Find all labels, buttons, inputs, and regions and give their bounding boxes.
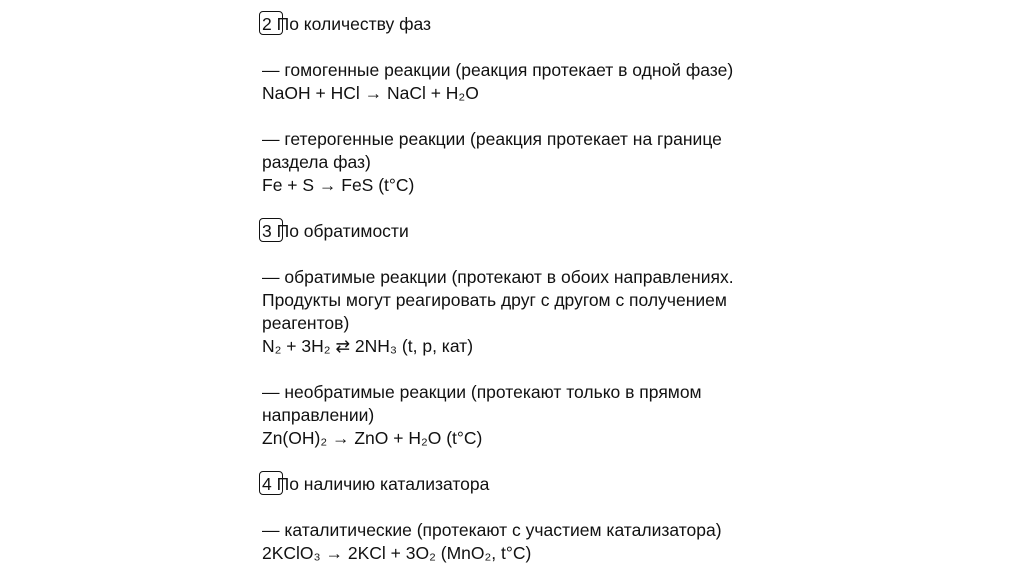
homogeneous-text: — гомогенные реакции (реакция протекает в одной фазе) [262, 60, 734, 80]
irreversible-example: Zn(OH)₂ → ZnO + H₂O (t°C) [262, 428, 483, 448]
section-number-box: 2 [262, 14, 272, 34]
document-body [262, 13, 962, 565]
section-heading-phases [262, 13, 962, 36]
heterogeneous-text-1: — гетерогенные реакции (реакция протекает на границе [262, 129, 722, 149]
section-heading-catalyst [262, 473, 962, 496]
reversible-text-3: реагентов) [262, 313, 350, 333]
section-title: По обратимости [276, 221, 409, 241]
irreversible-text-1: — необратимые реакции (протекают только в прямом [262, 382, 702, 402]
homogeneous-example: NaOH + HCl → NaCl + H₂O [262, 83, 479, 103]
irreversible-text-2: направлении) [262, 405, 375, 425]
heterogeneous-example: Fe + S → FeS (t°C) [262, 175, 415, 195]
section-number-box: 3 [262, 221, 272, 241]
section-title: По количеству фаз [276, 14, 432, 34]
reversible-text-2: Продукты могут реагировать друг с другом с получением [262, 290, 727, 310]
heterogeneous-text-2: раздела фаз) [262, 152, 371, 172]
section-number-box: 4 [262, 474, 272, 494]
reversible-text-1: — обратимые реакции (протекают в обоих направлениях. [262, 267, 734, 287]
section-heading-reversibility [262, 220, 962, 243]
reversible-example: N₂ + 3H₂ ⇄ 2NH₃ (t, p, кат) [262, 336, 474, 356]
catalytic-example: 2KClO₃ → 2KCl + 3O₂ (MnO₂, t°C) [262, 543, 532, 563]
catalytic-text: — каталитические (протекают с участием катализатора) [262, 520, 722, 540]
section-title: По наличию катализатора [276, 474, 490, 494]
